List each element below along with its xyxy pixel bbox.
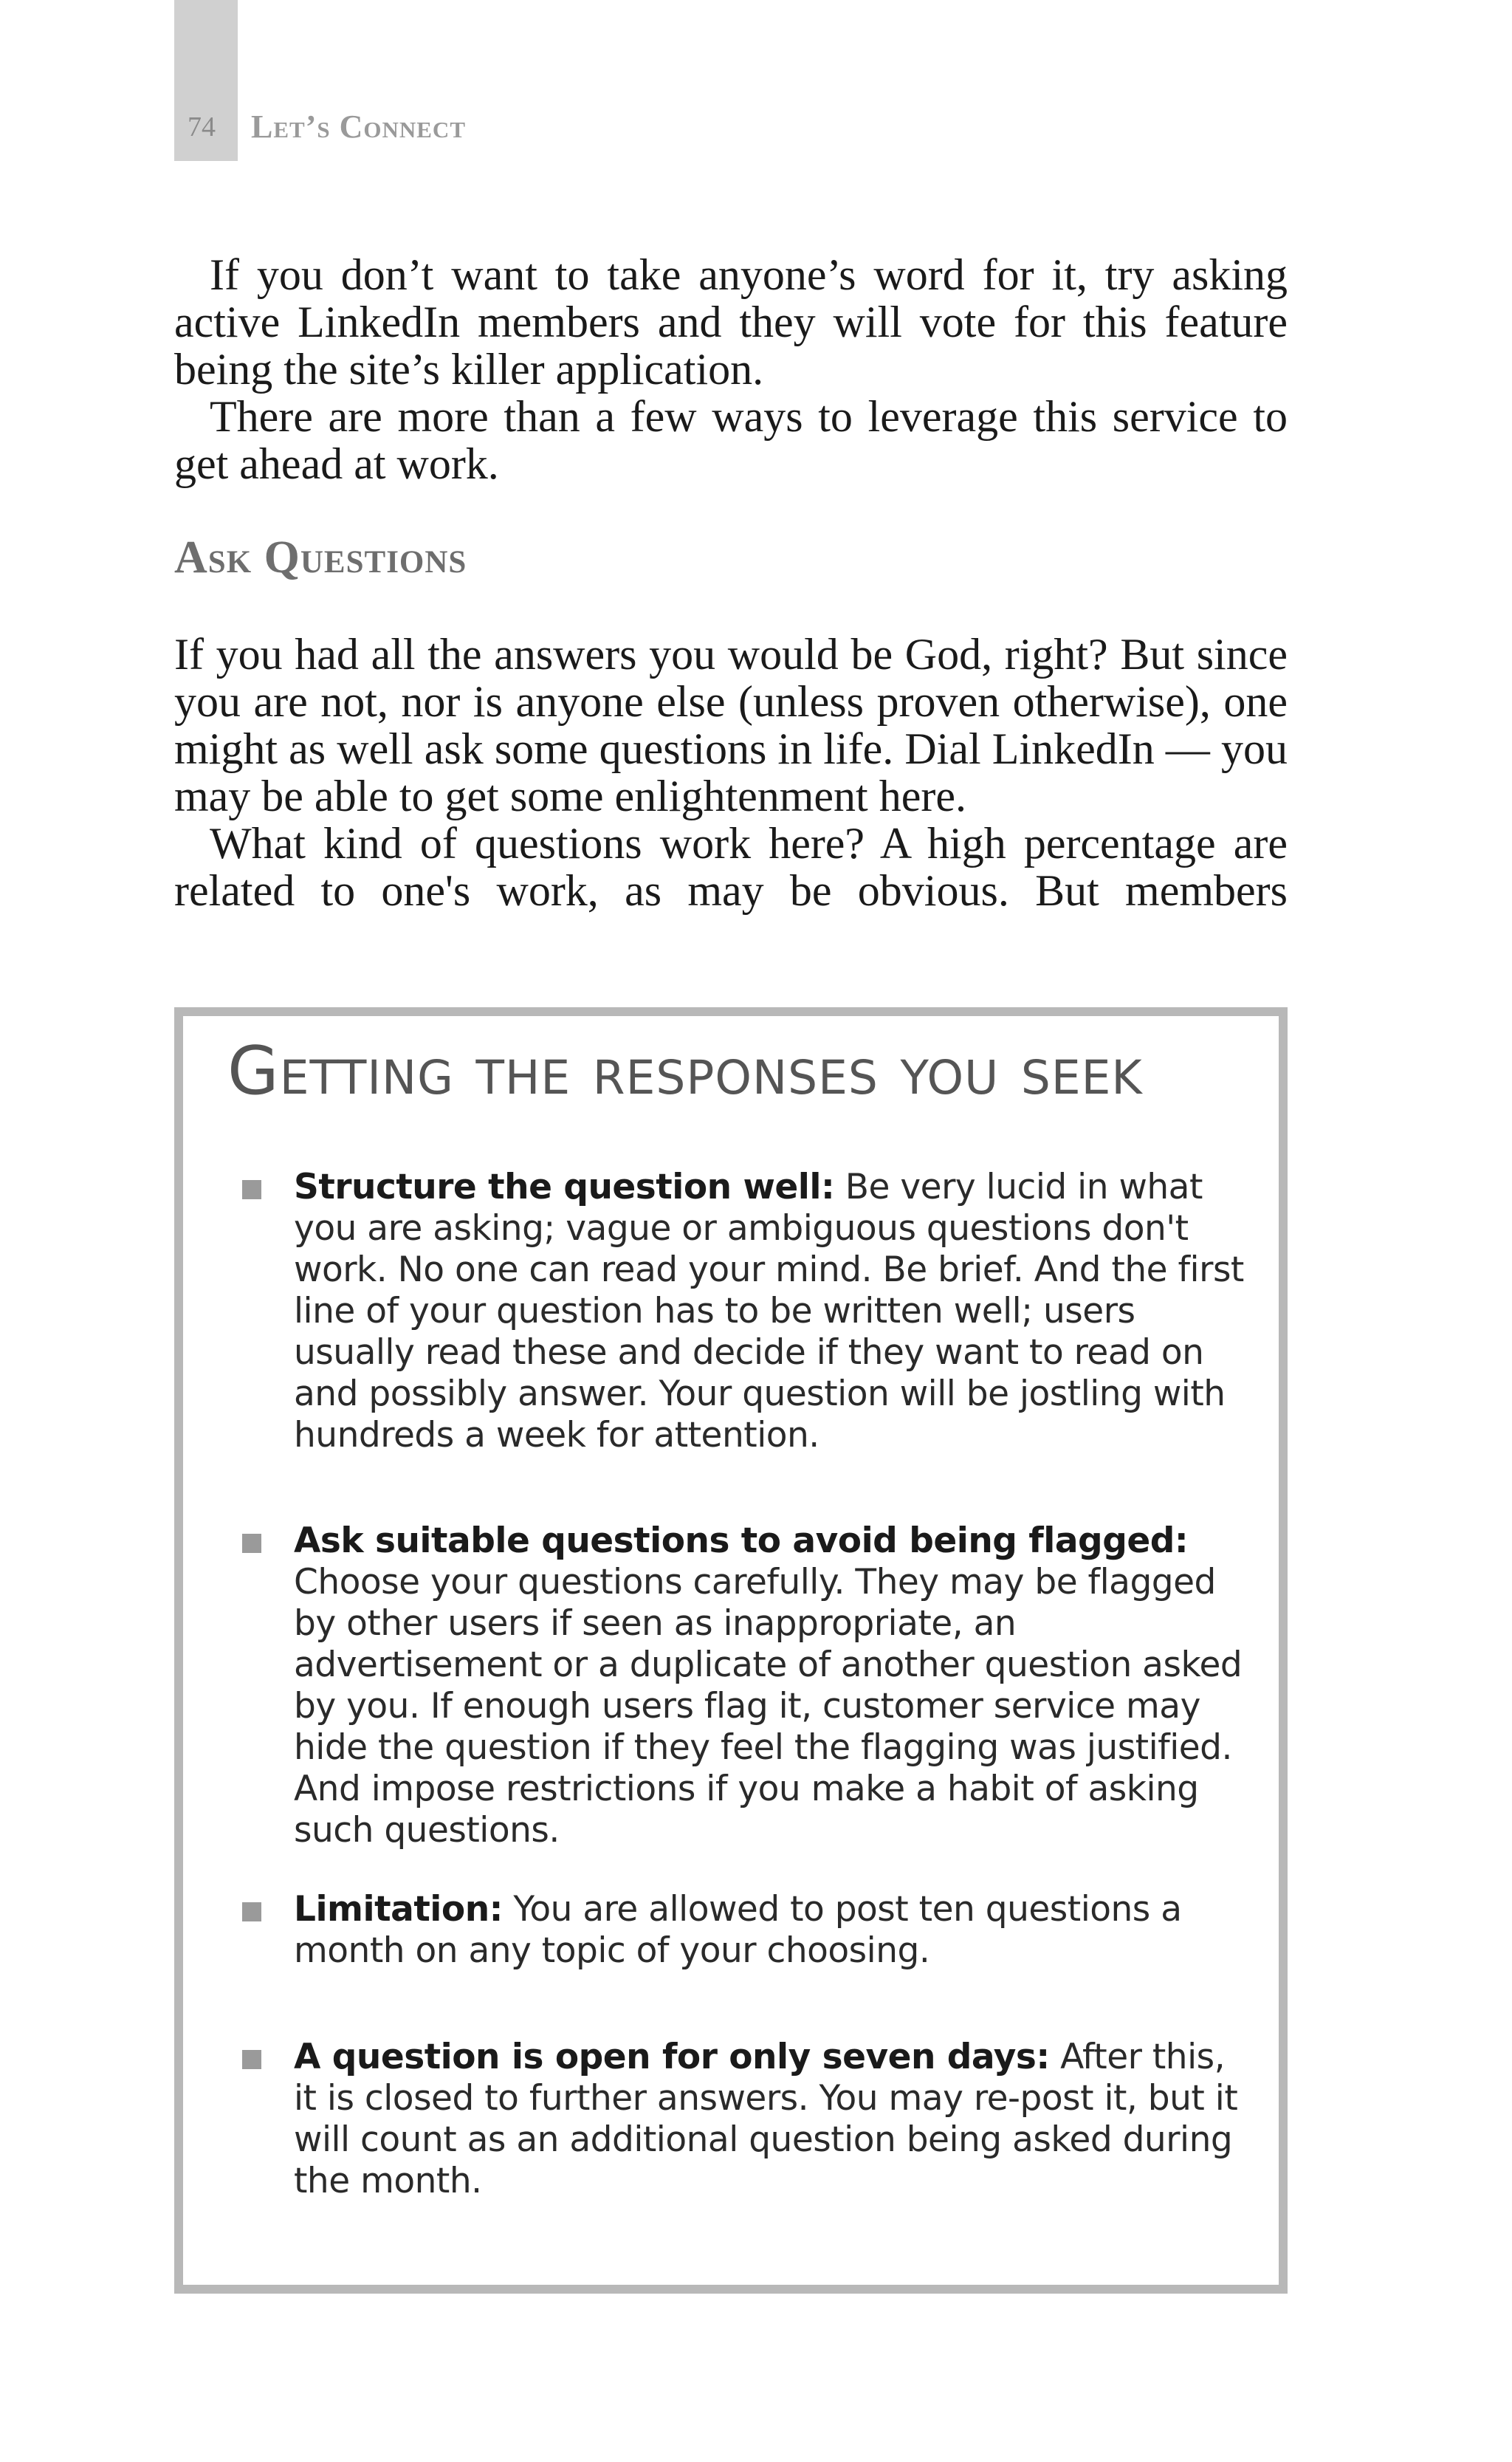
bullet-lead: Structure the question well:	[294, 1167, 835, 1207]
square-bullet-icon	[242, 2050, 261, 2069]
sidebar-box	[174, 1007, 1288, 2294]
intro-paragraph-2: There are more than a few ways to leverage this service to get ahead at work.	[174, 392, 1288, 488]
intro-paragraph-1: If you don’t want to take anyone’s word for it, try asking active LinkedIn members and they will vote for this feature being the site’s killer application.	[174, 250, 1288, 394]
section-paragraph-2: What kind of questions work here? A high percentage are related to one's work, as may be obvious. But members	[174, 819, 1288, 915]
bullet-text	[294, 1520, 1246, 1851]
section-heading: Ask Questions	[174, 532, 467, 583]
page-header	[174, 0, 839, 161]
bullet-body: After this, it is closed to further answers. You may re-post it, but it will count as an additional question being asked during the month.	[294, 2037, 1238, 2201]
bullet-text	[294, 1889, 1246, 1972]
bullet-text	[294, 2037, 1246, 2202]
page-number: 74	[188, 112, 216, 143]
square-bullet-icon	[242, 1534, 261, 1553]
sidebar-title: Getting the responses you seek	[227, 1032, 1143, 1110]
bullet-text	[294, 1167, 1246, 1456]
bullet-lead: Ask suitable questions to avoid being flagged:	[294, 1520, 1189, 1561]
page-number-tab	[174, 0, 238, 161]
bullet-lead: A question is open for only seven days:	[294, 2037, 1050, 2077]
bullet-body: Choose your questions carefully. They may be flagged by other users if seen as inappropriate, an advertisement or a duplicate of another question asked by you. If enough users flag it, customer service may hide the question if they feel the flagging was justified. And impose restrictions if you make a habit of asking such questions.	[294, 1562, 1243, 1851]
section-body	[174, 631, 1288, 914]
section-paragraph-1: If you had all the answers you would be God, right? But since you are not, nor is anyone else (unless proven otherwise), one might as well ask some questions in life. Dial LinkedIn — you may be able to get some enlightenment here.	[174, 630, 1288, 820]
square-bullet-icon	[242, 1902, 261, 1921]
intro-text	[174, 251, 1288, 487]
running-head: Let’s Connect	[251, 109, 466, 145]
bullet-body: Be very lucid in what you are asking; vague or ambiguous questions don't work. No one can read your mind. Be brief. And the first line of your question has to be written well; users usually read these and decide if they want to read on and possibly answer. Your question will be jostling with hundreds a week for attention.	[294, 1167, 1244, 1455]
bullet-lead: Limitation:	[294, 1889, 503, 1930]
bullet-body: You are allowed to post ten questions a month on any topic of your choosing.	[294, 1889, 1182, 1971]
square-bullet-icon	[242, 1180, 261, 1199]
